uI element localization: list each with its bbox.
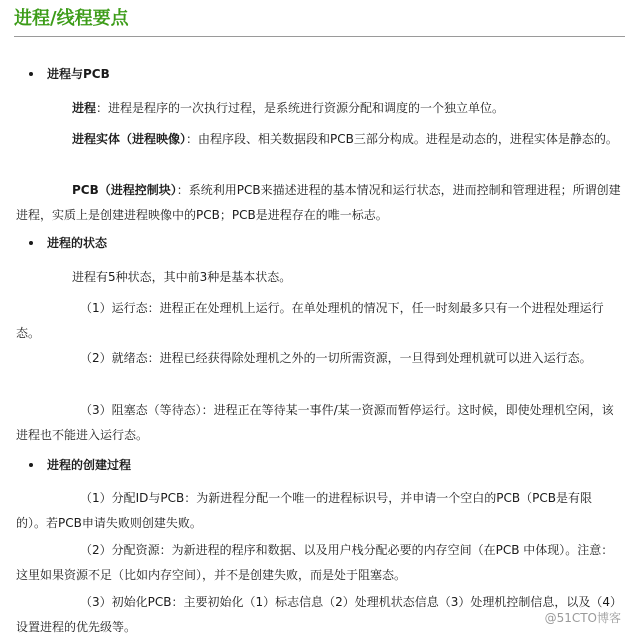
paragraph-state-ready: （2）就绪态：进程已经获得除处理机之外的一切所需资源，一旦得到处理机就可以进入运行态。 xyxy=(80,351,592,365)
watermark-label: @51CTO博客 xyxy=(544,611,621,625)
section-heading-process-creation: 进程的创建过程 xyxy=(30,457,131,473)
paragraph-creation-step1: （1）分配ID与PCB：为新进程分配一个唯一的进程标识号，并申请一个空白的PCB（PCB是有限的）。若PCB申请失败则创建失败。 xyxy=(16,491,592,530)
section-heading-process-pcb: 进程与PCB xyxy=(30,66,110,82)
paragraph-process: 进程：进程是程序的一次执行过程，是系统进行资源分配和调度的一个独立单位。 xyxy=(72,101,505,115)
paragraph-state-blocked: （3）阻塞态（等待态）：进程正在等待某一事件/某一资源而暂停运行。这时候，即使处理机空闲，该进程也不能进入运行态。 xyxy=(16,403,614,442)
paragraph-creation-step3: （3）初始化PCB：主要初始化（1）标志信息（2）处理机状态信息（3）处理机控制信息，以及（4）设置进程的优先级等。 xyxy=(16,595,617,634)
paragraph-process-entity: 进程实体（进程映像）：由程序段、相关数据段和PCB三部分构成。进程是动态的，进程实体是静态的。 xyxy=(72,132,618,146)
paragraph-state-running: （1）运行态：进程正在处理机上运行。在单处理机的情况下，任一时刻最多只有一个进程处理运行态。 xyxy=(16,301,604,340)
section-heading-process-states: 进程的状态 xyxy=(30,235,107,251)
paragraph-pcb: PCB（进程控制块）：系统利用PCB来描述进程的基本情况和运行状态，进而控制和管理进程；所谓创建进程，实质上是创建进程映像中的PCB；PCB是进程存在的唯一标志。 xyxy=(16,183,621,222)
title-divider xyxy=(14,36,625,37)
paragraph-creation-step2: （2）分配资源：为新进程的程序和数据、以及用户栈分配必要的内存空间（在PCB 中体现）。注意：这里如果资源不足（比如内存空间），并不是创建失败，而是处于阻塞态。 xyxy=(16,543,614,582)
paragraph-states-intro: 进程有5种状态，其中前3种是基本状态。 xyxy=(72,270,292,284)
page-title: 进程/线程要点 xyxy=(14,8,129,29)
